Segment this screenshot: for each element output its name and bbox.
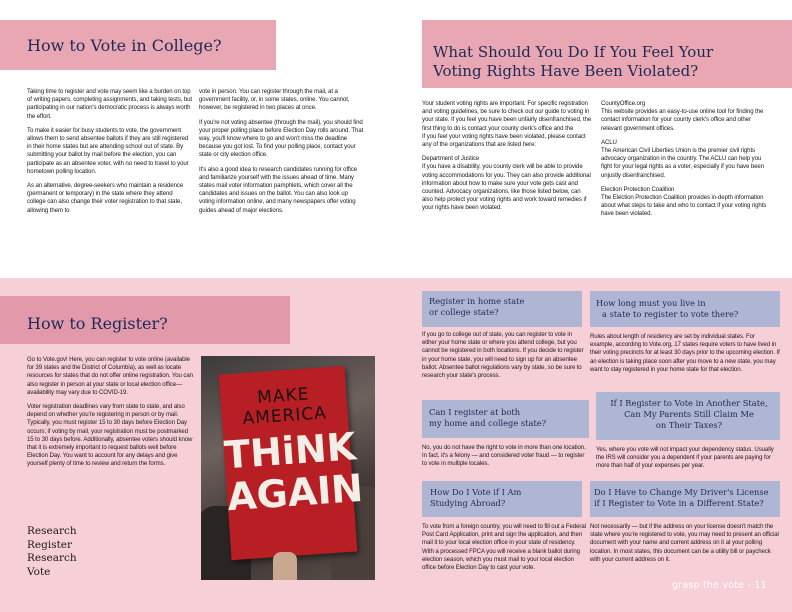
rights-title <box>433 43 713 81</box>
faq-question-line: if I Register to Vote in a Different State? <box>594 497 764 508</box>
paragraph: If you're not voting absentee (through the mail), you should find your proper polling place before Election Day rolls around. That way, you'll know where to go and won't miss the deadline because you got lost. To find your polling place, contact your state or city election office. <box>199 118 364 159</box>
footer-brand: grasp the vote <box>672 580 745 591</box>
footer <box>672 580 767 591</box>
faq-question-line: If I Register to Vote in Another State, <box>610 398 768 408</box>
protest-photo <box>201 356 375 580</box>
doj-block <box>422 155 592 212</box>
countyoffice-heading[interactable]: CountyOffice.org <box>601 100 646 107</box>
sign-line: THiNK <box>222 424 358 478</box>
step-item: Register <box>27 538 73 551</box>
faq-answer: No, you do not have the right to vote in more than one location. In fact, it's a felony — and considered voter fraud — to register to vote in multiple locales. <box>422 444 586 468</box>
paragraph: Voter registration deadlines vary from state to state, and also depend on whether you're registering in person or by mail. Typically, you must register 15 to 30 days before Election Day occurs; if voting by mail, your registration must be postmarked 15 to 30 days before. Additionally, absentee voters should know that it is extremely important to request ballots well before Election Day. You want to account for any delays and give yourself plenty of time to review and return the forms. <box>27 403 193 468</box>
step-item: Research <box>27 525 77 537</box>
faq-question-line: my home and college state? <box>429 417 547 428</box>
faq-answer: Rules about length of residency are set by individual states. For example, according to Vote.org, 17 states require voters to have lived in their voting precincts for at least 30 days prior to the upcoming election. If an election is taking place soon after you move to a new state, you may want to stay registered in your home state for that election. <box>590 333 780 373</box>
register-title: How to Register? <box>27 314 168 333</box>
paragraph: vote in person. You can register through the mail, at a government facility, or, in some states, online. You cannot, however, be registered in two places at once. <box>199 88 350 112</box>
step-item: Research <box>27 552 77 564</box>
sign-line: AGAIN <box>225 465 365 520</box>
sign-line: MAKE <box>256 384 311 408</box>
faq-question-line: Do I Have to Change My Driver's License <box>594 487 769 497</box>
aclu-block <box>601 139 773 180</box>
epc-heading: Election Protection Coalition <box>601 185 675 193</box>
doj-text: If you have a disability, you county clerk will be able to provide voting accommodations for you. They can also provide additional information about how to make sure your vote gets cast and counted. Advocacy organizations, like those listed below, can also help protect your voting rights and work toward remedies if your rights have been violated. <box>422 163 591 212</box>
step-item: Vote <box>27 565 51 578</box>
doj-heading: Department of Justice <box>422 155 480 163</box>
faq-question <box>594 487 769 509</box>
faq-question-line: How Do I Vote if I Am <box>430 487 522 497</box>
college-col2 <box>199 88 365 221</box>
paragraph: To make it easier for busy students to vote, the government allows them to send absentee ballots if they are still registered in their home states but are attending school out of state. By submitting your ballot by mail before the election, you can participate as an absentee voter, with no need to travel to your hometown polling location. <box>27 126 189 175</box>
paragraph: Go to Vote.gov! Here, you can register to vote online (available for 39 states and the District of Columbia), as well as locate resources for states that do not offer online registration. You can also register in person at your state or local election office—availability may vary due to COVID-19. <box>27 356 193 396</box>
faq-answer: Not necessarily — but if the address on your license doesn't match the state where you're registered to vote, you may need to present an official document with your name and current address on it at your polling location. In most states, this document can be a utility bill or paycheck with your current address on it. <box>590 523 779 563</box>
faq-question-line: How long must you live in <box>596 298 706 308</box>
sign-board <box>219 366 365 560</box>
faq-answer: If you go to college out of state, you can register to vote in either your home state or where you attend college, but you cannot be registered in both locations. If you decide to register in your home state, you will need to sign up for an absentee ballot. Absentee ballot regulations vary by state, so be sure to research your state's process. <box>422 331 584 380</box>
rights-col1 <box>422 100 592 219</box>
countyoffice-text: This website provides an easy-to-use online tool for finding the contact information for your county clerk's office and other relevant government offices. <box>601 108 764 132</box>
paragraph: Taking time to register and vote may seem like a burden on top of writing papers, completing assignments, and taking tests, but participating in our nation's democratic process is always worth the effort. <box>27 88 192 120</box>
faq-question-line: Register in home state <box>429 296 525 306</box>
faq-question-line: or college state? <box>429 306 499 317</box>
epc-block <box>601 186 773 219</box>
faq-answer: To vote from a foreign country, you will need to fill out a Federal Post Card Application, print and sign the application, and then mail it to your local election office in your state of residency. With a processed FPCA you will receive a blank ballot during election season, which you must mail to your local election office before Election Day to cast your vote. <box>422 523 586 572</box>
faq-question-line: Studying Abroad? <box>430 497 506 508</box>
faq-question <box>596 298 738 320</box>
sign-line: AMERICA <box>241 403 328 430</box>
rights-title-line1: What Should You Do If You Feel Your <box>433 43 714 61</box>
paragraph: As an alternative, degree-seekers who maintain a residence (permanent or temporary) in the state where they attend college can also change their voter registration to that state, allowing them to <box>27 182 184 214</box>
faq-question-line: Can My Parents Still Claim Me <box>624 408 754 419</box>
faq-question-line: Can I register at both <box>429 407 521 417</box>
faq-question-line: on Their Taxes? <box>655 419 723 430</box>
faq-question <box>429 407 546 429</box>
faq-question <box>430 487 521 509</box>
aclu-heading: ACLU <box>601 138 617 146</box>
faq-question <box>429 296 524 318</box>
register-steps <box>27 525 77 579</box>
paragraph <box>422 100 592 149</box>
hand-shape <box>273 552 297 580</box>
countyoffice-block <box>601 100 773 133</box>
rights-col2 <box>601 100 773 225</box>
paragraph: It's also a good idea to research candidates running for office and familiarize yourself with the issues ahead of time. Many states mail voter information pamphlets, which cover all the candidates and issues on the ballot. You can also look up voting information online, and many newspapers offer voting guides ahead of major elections. <box>199 165 358 214</box>
faq-question-line: a state to register to vote there? <box>602 308 739 319</box>
rights-intro: Your student voting rights are important. For specific registration and voting guidelines, be sure to check out our guide to voting in your state. If you feel you have been unfairly disenfranchised, the first thing to do is contact your county clerk's office and the <box>422 100 592 132</box>
faq-answer: Yes, where you vote will not impact your dependency status. Usually the IRS will consider you a dependent if your parents are paying for more than half of your expenses per year. <box>596 446 774 470</box>
faq-question <box>603 398 775 430</box>
college-col1 <box>27 88 192 221</box>
page-number: 11 <box>754 580 767 591</box>
rights-title-line2: Voting Rights Have Been Violated? <box>433 62 699 80</box>
register-text <box>27 356 193 475</box>
rights-intro-2: If you feel your voting rights have been violated, please contact any of the organizations that are listed here: <box>422 132 586 149</box>
college-title: How to Vote in College? <box>27 36 222 55</box>
aclu-text: The American Civil Liberties Union is the premier civil rights advocacy organization in the country. The ACLU can help you fight for your legal rights as a voter, especially if you have been unjustly disenfranchised. <box>601 147 765 179</box>
footer-separator: - <box>747 580 755 591</box>
epc-text: The Election Protection Coalition provides in-depth information about what steps to take and who to contact if your voting rights have been violated. <box>601 194 767 218</box>
